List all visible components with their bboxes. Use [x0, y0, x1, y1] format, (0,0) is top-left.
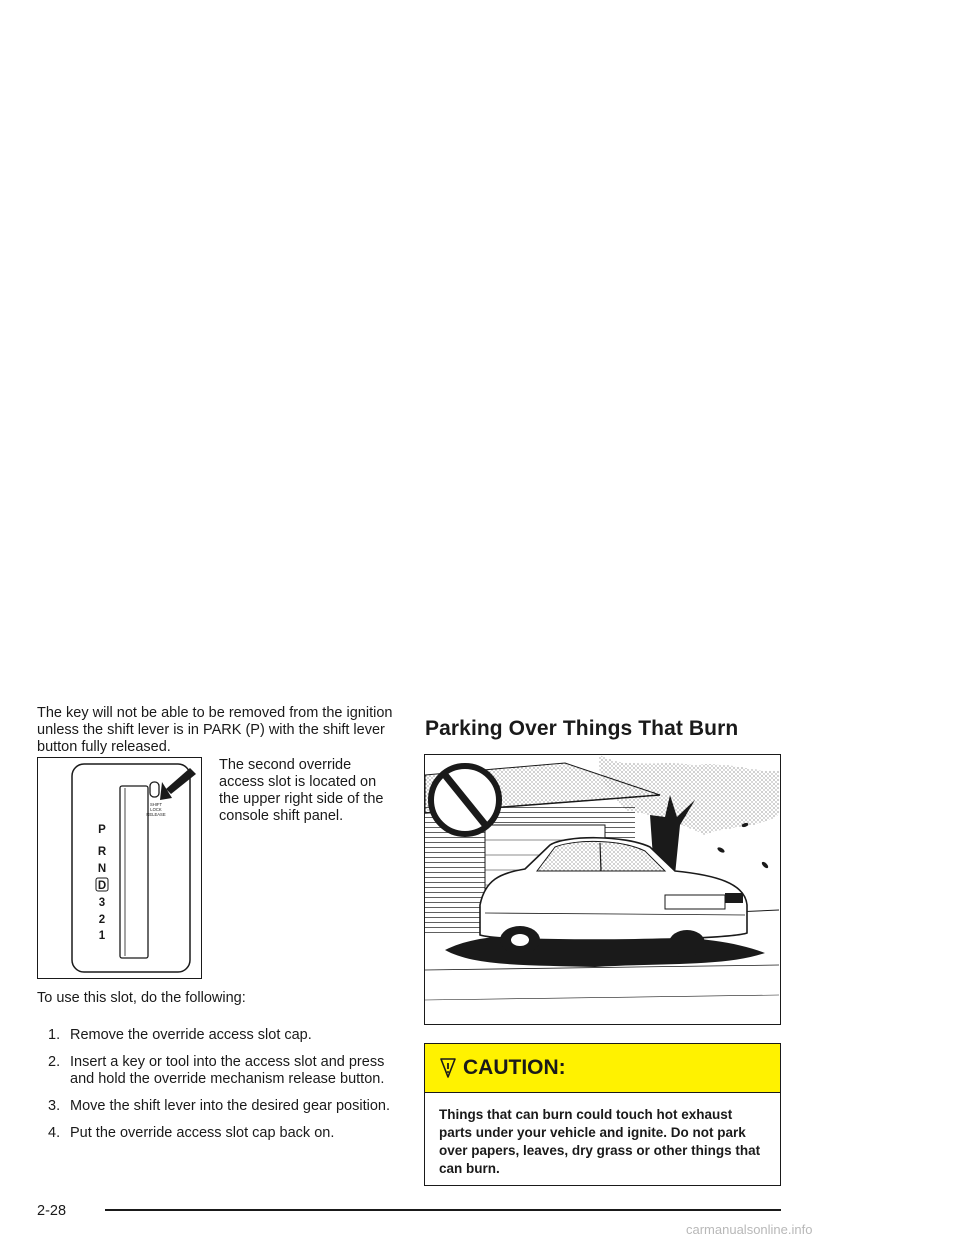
- caution-header: [425, 1044, 780, 1093]
- prohibition-icon: [431, 766, 499, 834]
- gear-indicator: [96, 824, 108, 942]
- caution-text: Things that can burn could touch hot exhaust parts under your vehicle and ignite. Do not park over papers, leaves, dry grass or other things that can burn.: [439, 1107, 761, 1176]
- footer-divider: [105, 1209, 781, 1211]
- override-slot-location-text: The second override access slot is located on the upper right side of the console shift panel.: [219, 757, 384, 824]
- parked-car-over-leaves-illustration: [424, 754, 781, 1025]
- caution-box: [424, 1043, 781, 1186]
- steps-intro: To use this slot, do the following:: [37, 990, 246, 1006]
- list-item: 3. Move the shift lever into the desired gear position.: [48, 1098, 390, 1114]
- gear-2: 2: [98, 914, 106, 926]
- shift-console-illustration: [37, 757, 202, 979]
- override-steps-list: [37, 1027, 397, 1152]
- gear-1: 1: [98, 930, 106, 942]
- gear-p: P: [98, 824, 106, 836]
- watermark: carmanualsonline.info: [686, 1222, 813, 1237]
- gear-3: 3: [98, 897, 106, 909]
- release-label-line2: LOCK: [150, 807, 162, 812]
- release-label-line1: SHIFT: [149, 802, 163, 807]
- gear-r: R: [97, 846, 107, 858]
- warning-triangle-icon: [439, 1057, 457, 1079]
- list-item: 1. Remove the override access slot cap.: [48, 1027, 312, 1043]
- gear-d: D: [97, 880, 107, 892]
- gear-n: N: [97, 863, 107, 875]
- caution-title: CAUTION:: [463, 1056, 566, 1079]
- list-item: 4. Put the override access slot cap back on.: [48, 1125, 335, 1141]
- list-item: 2. Insert a key or tool into the access slot and press and hold the override mechanism release button.: [48, 1054, 385, 1087]
- override-slot-cap: [150, 782, 159, 797]
- release-label-line3: RELEASE: [146, 812, 166, 817]
- intro-paragraph: The key will not be able to be removed from the ignition unless the shift lever is in PARK (P) with the shift lever button fully released.: [37, 705, 393, 755]
- section-title: Parking Over Things That Burn: [425, 717, 739, 740]
- page-number: 2-28: [37, 1203, 67, 1219]
